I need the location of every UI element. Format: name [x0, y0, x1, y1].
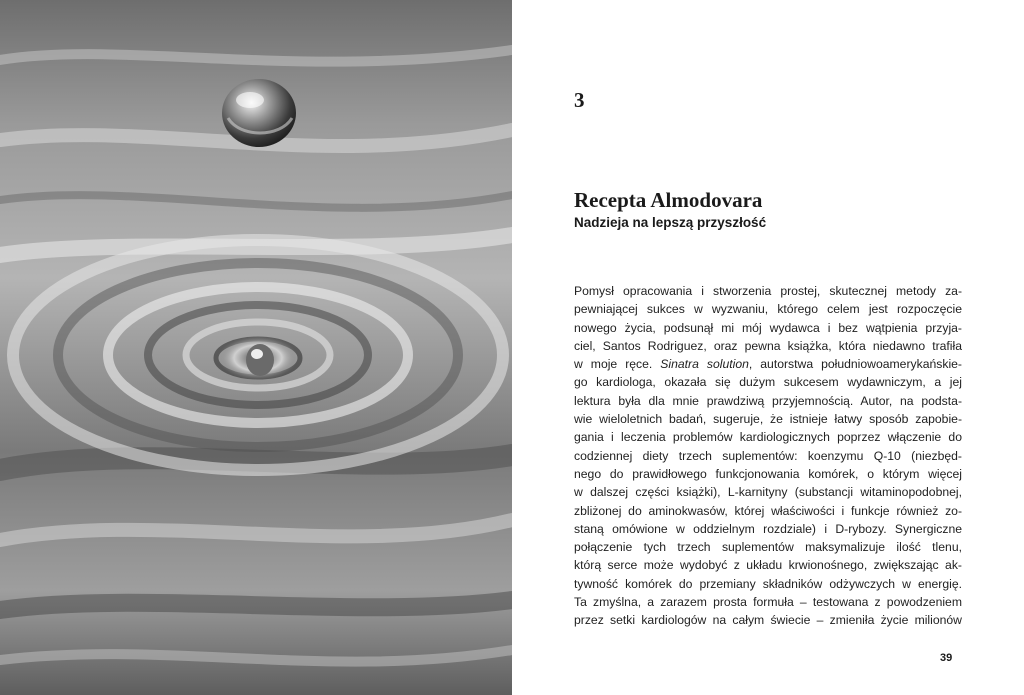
body-line: Ta zmyślna, a zarazem prosta formuła – testowana z powodzeniem [574, 595, 962, 610]
body-line-with-italic: w moje ręce. Sinatra solution, autorstwa południowoamerykańskie- [574, 357, 962, 372]
body-line: nowego życia, podsunął mi mój wydawca i bez wątpienia przyja- [574, 320, 962, 335]
body-line: pewniającej sukces w wyzwaniu, którego celem jest rozpoczęcie [574, 302, 962, 317]
body-line: lektura była dla mnie prawdziwą przyjemnością. Autor, na podsta- [574, 393, 962, 408]
text-page [512, 0, 1024, 695]
body-line: połączenie tych trzech suplementów maksymalizuje ilość tlenu, [574, 540, 962, 555]
chapter-subtitle: Nadzieja na lepszą przyszłość [574, 215, 767, 230]
body-line: w dalszej części książki), L-karnityny (substancji witaminopodobnej, [574, 485, 962, 500]
body-line: gania i leczenia problemów kardiologicznych poprzez włączenie do [574, 430, 962, 445]
body-line: ciel, Santos Rodriguez, oraz pewna książka, która niedawno trafiła [574, 338, 962, 353]
body-line: nego do prawidłowego funkcjonowania komórek, o którym więcej [574, 466, 962, 481]
body-line: zbliżonej do aminokwasów, której właściwości i funkcje również zo- [574, 503, 962, 518]
body-line: Pomysł opracowania i stworzenia prostej, skutecznej metody za- [574, 284, 962, 298]
page-number: 39 [940, 652, 953, 664]
body-line: codziennej diety trzech suplementów: koenzymu Q-10 (niezbęd- [574, 448, 962, 463]
body-paragraph [574, 282, 962, 630]
book-title-italic: Sinatra solution [660, 357, 749, 372]
body-line: przez setki kardiologów na całym świecie – zmieniła życie milionów [574, 613, 962, 628]
body-line: wie wieloletnich badań, sugeruje, że istnieje łatwy sposób zapobie- [574, 412, 962, 427]
body-line: go kardiologa, okazała się dużym sukcesem wydawniczym, a jej [574, 375, 962, 390]
chapter-title: Recepta Almodovara [574, 188, 763, 212]
body-line: staną omówione w oddzielnym rozdziale) i D-rybozy. Synergiczne [574, 521, 962, 536]
chapter-number: 3 [574, 88, 585, 112]
body-line: którą serce może wydobyć z układu krwionośnego, zwiększając ak- [574, 558, 962, 573]
body-line: tywność komórek do przemiany składników odżywczych w energię. [574, 576, 962, 591]
